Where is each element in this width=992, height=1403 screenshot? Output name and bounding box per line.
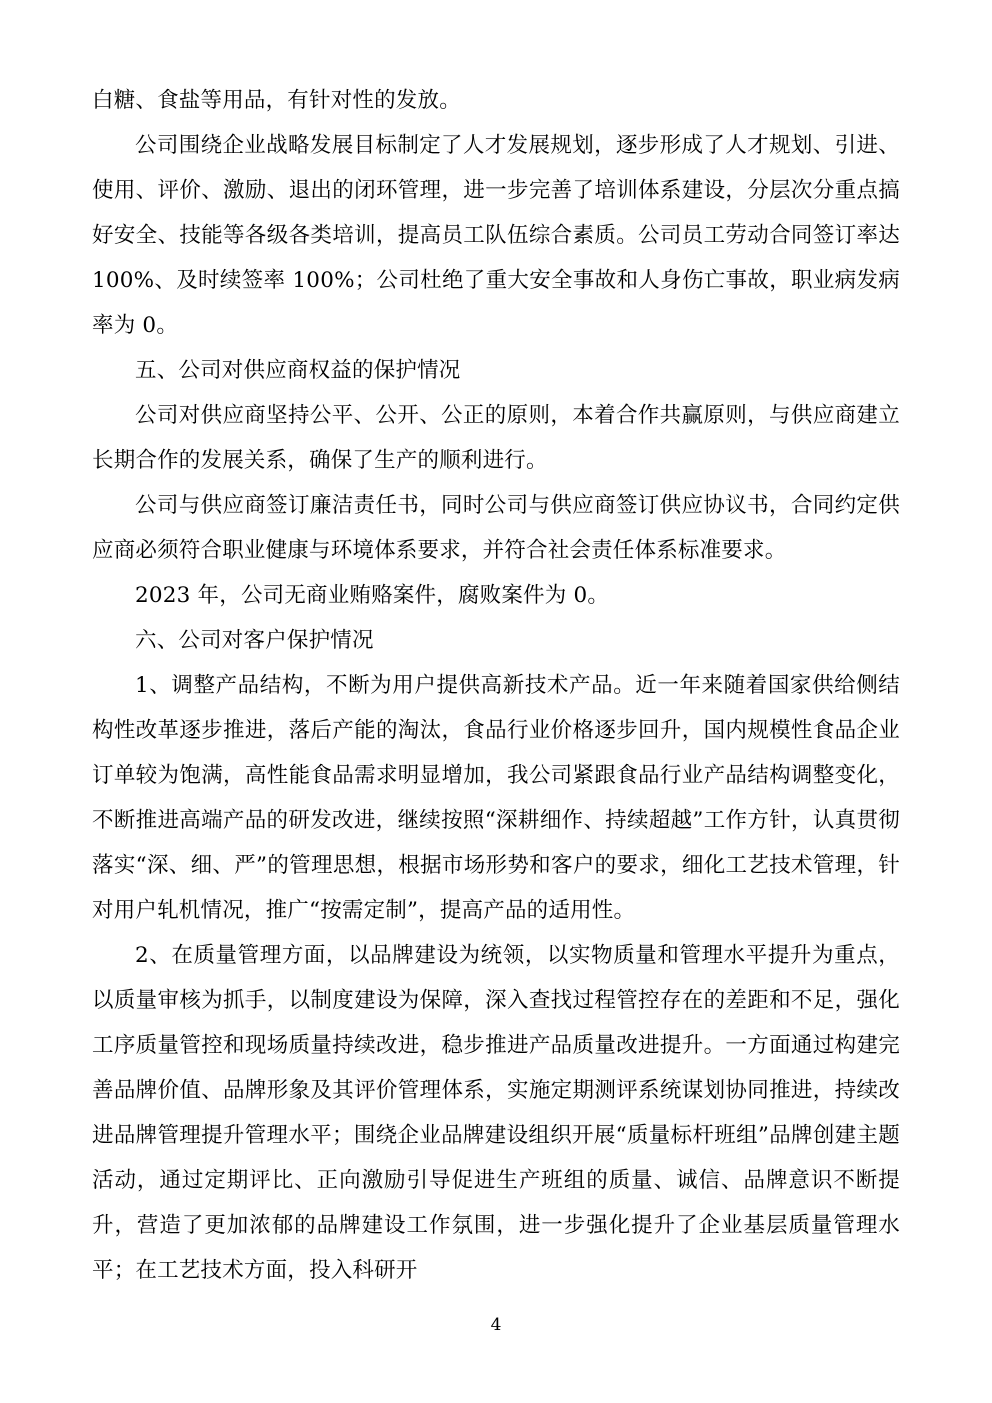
- paragraph: 公司对供应商坚持公平、公开、公正的原则，本着合作共赢原则，与供应商建立长期合作的发展关系，确保了生产的顺利进行。: [92, 403, 900, 473]
- section-heading-six: 六、公司对客户保护情况: [135, 628, 374, 653]
- paragraph: 白糖、食盐等用品，有针对性的发放。: [92, 88, 461, 113]
- paragraph: 2、在质量管理方面，以品牌建设为统领，以实物质量和管理水平提升为重点，以质量审核为抓手，以制度建设为保障，深入查找过程管控存在的差距和不足，强化工序质量管控和现场质量持续改进，稳步推进产品质量改进提升。一方面通过构建完善品牌价值、品牌形象及其评价管理体系，实施定期测评系统谋划协同推进，持续改进品牌管理提升管理水平；围绕企业品牌建设组织开展“质量标杆班组”品牌创建主题活动，通过定期评比、正向激励引导促进生产班组的质量、诚信、品牌意识不断提升，营造了更加浓郁的品牌建设工作氛围，进一步强化提升了企业基层质量管理水平；在工艺技术方面，投入科研开: [92, 943, 900, 1283]
- paragraph: 2023 年，公司无商业贿赂案件，腐败案件为 0。: [135, 583, 610, 608]
- page-number: 4: [490, 1315, 502, 1335]
- paragraph: 公司围绕企业战略发展目标制定了人才发展规划，逐步形成了人才规划、引进、使用、评价、激励、退出的闭环管理，进一步完善了培训体系建设，分层次分重点搞好安全、技能等各级各类培训，提高员工队伍综合素质。公司员工劳动合同签订率达 100%、及时续签率 100%；公司杜绝了重大安全事故和人身伤亡事故，职业病发病率为 0。: [92, 133, 900, 338]
- paragraph: 1、调整产品结构，不断为用户提供高新技术产品。近一年来随着国家供给侧结构性改革逐步推进，落后产能的淘汰，食品行业价格逐步回升，国内规模性食品企业订单较为饱满，高性能食品需求明显增加，我公司紧跟食品行业产品结构调整变化，不断推进高端产品的研发改进，继续按照“深耕细作、持续超越”工作方针，认真贯彻落实“深、细、严”的管理思想，根据市场形势和客户的要求，细化工艺技术管理，针对用户轧机情况，推广“按需定制”，提高产品的适用性。: [92, 673, 900, 923]
- section-heading-five: 五、公司对供应商权益的保护情况: [135, 358, 461, 383]
- paragraph: 公司与供应商签订廉洁责任书，同时公司与供应商签订供应协议书，合同约定供应商必须符合职业健康与环境体系要求，并符合社会责任体系标准要求。: [92, 493, 900, 563]
- document-body: [92, 78, 900, 1293]
